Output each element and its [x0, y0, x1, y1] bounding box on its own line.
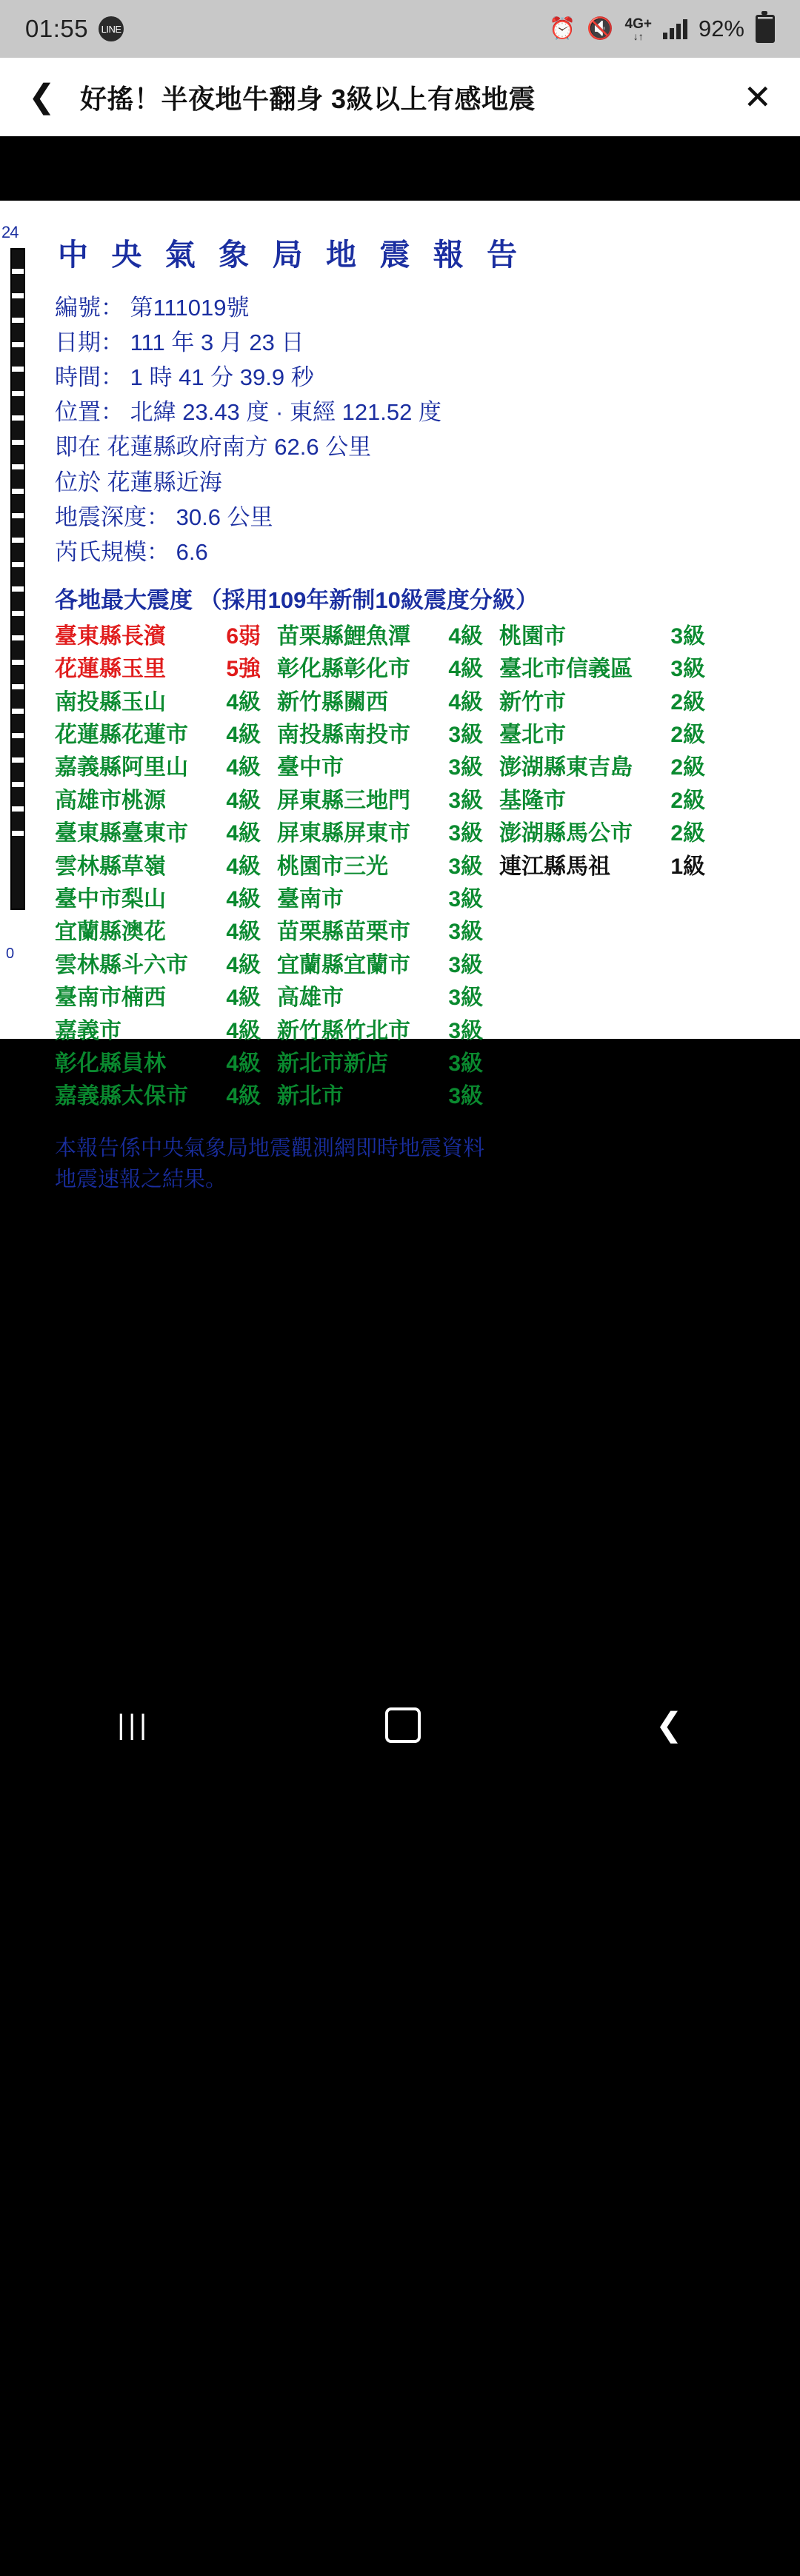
alarm-icon: ⏰ [549, 16, 576, 41]
intensity-place: 臺北市 [499, 723, 566, 748]
intensity-value: 2級 [670, 689, 705, 715]
intensity-value: 4級 [226, 821, 261, 846]
intensity-value: 4級 [226, 887, 261, 911]
recents-icon[interactable]: ||| [117, 1709, 151, 1741]
intensity-value: 4級 [226, 1018, 261, 1043]
intensity-place: 臺東縣臺東市 [55, 821, 188, 846]
table-row [55, 686, 277, 719]
intensity-value: 4級 [226, 689, 261, 715]
intensity-place: 臺中市 [277, 755, 344, 780]
table-row [499, 851, 721, 883]
close-icon[interactable]: ✕ [743, 78, 772, 116]
intensity-place: 彰化縣彰化市 [277, 657, 410, 682]
intensity-value: 2級 [670, 821, 705, 846]
intensity-place: 彰化縣員林 [55, 1051, 166, 1076]
intensity-value: 3級 [448, 952, 483, 977]
table-row [55, 1048, 277, 1080]
report-line-date: 日期： 111 年 3 月 23 日 [55, 329, 304, 356]
mute-icon: 🔇 [587, 16, 614, 41]
table-row [277, 785, 499, 817]
status-bar-right [549, 15, 775, 43]
intensity-place: 嘉義市 [55, 1018, 121, 1043]
table-row [499, 785, 721, 817]
table-row [277, 883, 499, 916]
intensity-value: 2級 [670, 755, 705, 780]
intensity-column-2 [277, 620, 499, 1114]
intensity-place: 宜蘭縣澳花 [55, 920, 166, 945]
intensity-value: 3級 [448, 1051, 483, 1076]
table-row [55, 1080, 277, 1113]
table-row [55, 883, 277, 916]
intensity-value: 4級 [226, 1084, 261, 1109]
status-bar [0, 0, 800, 58]
table-row [499, 653, 721, 686]
intensity-place: 高雄市 [277, 986, 344, 1011]
intensity-place: 澎湖縣馬公市 [499, 821, 633, 846]
table-row [277, 620, 499, 653]
system-navigation-bar [0, 1673, 800, 1777]
table-row [277, 719, 499, 752]
table-row [277, 982, 499, 1014]
report-line-relative-position: 即在 花蓮縣政府南方 62.6 公里 [55, 434, 372, 461]
intensity-place: 雲林縣草嶺 [55, 854, 166, 879]
status-clock: 01:55 [25, 15, 89, 42]
intensity-place: 臺中市梨山 [55, 887, 166, 911]
intensity-value: 1級 [670, 854, 705, 879]
intensity-place: 新北市 [277, 1084, 344, 1109]
table-row [277, 686, 499, 719]
report-footnote-line-2: 地震速報之結果。 [55, 1167, 227, 1191]
intensity-value: 4級 [226, 755, 261, 780]
intensity-place: 嘉義縣阿里山 [55, 755, 188, 780]
battery-percent-label: 92% [698, 16, 744, 41]
intensity-value: 4級 [226, 1051, 261, 1076]
report-line-region: 位於 花蓮縣近海 [55, 469, 222, 495]
intensity-place: 宜蘭縣宜蘭市 [277, 952, 410, 977]
back-icon[interactable]: ❮ [655, 1707, 683, 1743]
status-bar-left [25, 15, 124, 43]
intensity-place: 雲林縣斗六市 [55, 952, 188, 977]
intensity-column-1 [55, 620, 277, 1114]
intensity-place: 桃園市三光 [277, 854, 388, 879]
intensity-value: 3級 [448, 887, 483, 911]
intensity-place: 臺東縣長濱 [55, 623, 166, 649]
image-viewer[interactable] [0, 136, 800, 1673]
intensity-value: 3級 [670, 623, 705, 649]
intensity-value: 2級 [670, 788, 705, 813]
table-row [55, 916, 277, 949]
signal-strength-icon [663, 19, 687, 39]
table-row [277, 817, 499, 850]
edge-page-number: 24 [1, 223, 19, 241]
intensity-place: 臺北市信義區 [499, 657, 633, 682]
intensity-place: 新竹縣竹北市 [277, 1018, 410, 1043]
intensity-place: 苗栗縣苗栗市 [277, 920, 410, 945]
intensity-place: 新北市新店 [277, 1051, 388, 1076]
viewer-bottom-letterbox [0, 1039, 800, 2576]
report-title: 中 央 氣 象 局 地 震 報 告 [58, 238, 525, 272]
intensity-value: 3級 [670, 657, 705, 682]
table-row [55, 982, 277, 1014]
intensity-place: 花蓮縣花蓮市 [55, 723, 188, 748]
table-row [499, 752, 721, 784]
intensity-value: 3級 [448, 854, 483, 879]
table-row [277, 1048, 499, 1080]
intensity-value: 3級 [448, 986, 483, 1011]
report-line-depth: 地震深度： 30.6 公里 [55, 504, 273, 530]
report-line-location: 位置： 北緯 23.43 度 · 東經 121.52 度 [55, 399, 442, 426]
intensity-section-heading: 各地最大震度 （採用109年新制10級震度分級） [55, 586, 539, 613]
viewer-top-letterbox [0, 136, 800, 201]
intensity-value: 3級 [448, 755, 483, 780]
edge-scale-strip [10, 248, 25, 910]
intensity-place: 南投縣南投市 [277, 723, 410, 748]
table-row [55, 752, 277, 784]
intensity-value: 4級 [226, 986, 261, 1011]
earthquake-report-image[interactable] [0, 201, 800, 1191]
intensity-place: 新竹縣關西 [277, 689, 388, 715]
intensity-value: 4級 [448, 657, 483, 682]
intensity-value: 4級 [226, 920, 261, 945]
intensity-value: 3級 [448, 1084, 483, 1109]
intensity-column-3 [499, 620, 721, 1114]
report-body [0, 201, 800, 1195]
intensity-value: 2級 [670, 723, 705, 748]
network-arrows-label: ↓↑ [633, 30, 644, 42]
battery-icon [756, 15, 775, 43]
intensity-place: 臺南市 [277, 887, 344, 911]
line-app-icon: LINE [99, 16, 124, 41]
intensity-value: 3級 [448, 723, 483, 748]
table-row [277, 851, 499, 883]
report-line-time: 時間： 1 時 41 分 39.9 秒 [55, 364, 314, 391]
intensity-value: 5強 [226, 657, 261, 682]
intensity-place: 臺南市楠西 [55, 986, 166, 1011]
intensity-value: 4級 [226, 854, 261, 879]
edge-bottom-marker: 0 [6, 946, 15, 962]
table-row [55, 653, 277, 686]
intensity-place: 高雄市桃源 [55, 788, 166, 813]
intensity-place: 澎湖縣東吉島 [499, 755, 633, 780]
intensity-place: 花蓮縣玉里 [55, 657, 166, 682]
intensity-value: 4級 [226, 788, 261, 813]
intensity-place: 南投縣玉山 [55, 689, 166, 715]
table-row [55, 851, 277, 883]
table-row [55, 719, 277, 752]
table-row [499, 719, 721, 752]
table-row [499, 817, 721, 850]
table-row [55, 620, 277, 653]
intensity-value: 4級 [448, 689, 483, 715]
intensity-value: 3級 [448, 1018, 483, 1043]
table-row [55, 949, 277, 982]
network-type-icon [625, 17, 652, 41]
table-row [55, 785, 277, 817]
intensity-place: 屏東縣屏東市 [277, 821, 410, 846]
table-row [277, 1080, 499, 1113]
intensity-value: 4級 [226, 723, 261, 748]
intensity-place: 連江縣馬祖 [499, 854, 610, 879]
table-row [277, 752, 499, 784]
intensity-value: 3級 [448, 821, 483, 846]
page-title: 好搖！半夜地牛翻身 3級以上有感地震 [80, 83, 536, 114]
intensity-value: 6弱 [226, 623, 261, 649]
intensity-place: 新竹市 [499, 689, 566, 715]
table-row [277, 1015, 499, 1048]
report-line-magnitude: 芮氏規模： 6.6 [55, 538, 208, 565]
table-row [55, 817, 277, 850]
intensity-place: 屏東縣三地門 [277, 788, 410, 813]
back-icon[interactable]: ❮ [28, 78, 56, 115]
intensity-place: 桃園市 [499, 623, 566, 649]
intensity-table [55, 620, 766, 1114]
report-footnote [55, 1133, 766, 1195]
app-header [0, 58, 800, 136]
intensity-value: 3級 [448, 788, 483, 813]
report-footnote-line-1: 本報告係中央氣象局地震觀測網即時地震資料 [55, 1136, 485, 1160]
table-row [499, 686, 721, 719]
home-icon[interactable] [385, 1707, 421, 1743]
intensity-value: 4級 [226, 952, 261, 977]
intensity-value: 3級 [448, 920, 483, 945]
report-line-number: 編號： 第111019號 [55, 295, 250, 321]
table-row [499, 620, 721, 653]
intensity-place: 基隆市 [499, 788, 566, 813]
table-row [55, 1015, 277, 1048]
table-row [277, 916, 499, 949]
intensity-place: 嘉義縣太保市 [55, 1084, 188, 1109]
network-type-label: 4G+ [624, 16, 652, 32]
table-row [277, 949, 499, 982]
table-row [277, 653, 499, 686]
intensity-value: 4級 [448, 623, 483, 649]
intensity-place: 苗栗縣鯉魚潭 [277, 623, 410, 649]
